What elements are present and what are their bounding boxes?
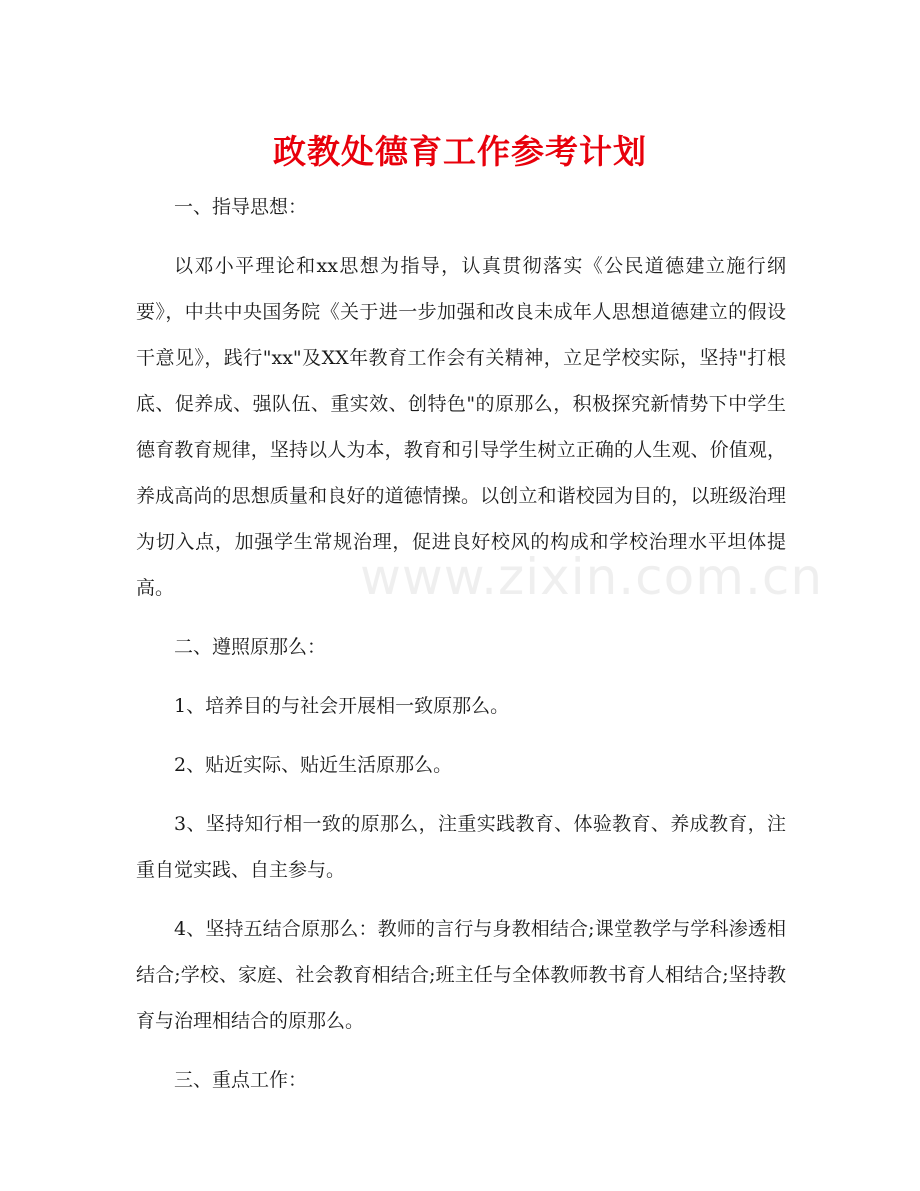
principle-item-1: 1、培养目的与社会开展相一致原那么。 bbox=[174, 695, 510, 717]
paragraph-guiding-thought: 以邓小平理论和xx思想为指导，认真贯彻落实《公民道德建立施行纲要》，中共中央国务院《关于进一步加强和改良未成年人思想道德建立的假设干意见》，践行"xx"及XX年教育工作会有关精神，立足学校实际，坚持"打根底、促养成、强队伍、重实效、创特色"的原那么，积极探究新情势下中学生德育教育规律，坚持以人为本，教育和引导学生树立正确的人生观、价值观，养成高尚的思想质量和良好的道德情操。以创立和谐校园为目的，以班级治理为切入点，加强学生常规治理，促进良好校风的构成和学校治理水平坦体提高。 bbox=[136, 255, 786, 599]
section-heading-principles: 二、遵照原那么： bbox=[174, 636, 327, 658]
section-heading-guiding-thought: 一、指导思想： bbox=[174, 196, 308, 218]
principle-item-3: 3、坚持知行相一致的原那么，注重实践教育、体验教育、养成教育，注重自觉实践、自主参与。 bbox=[136, 813, 786, 881]
principle-item-4: 4、坚持五结合原那么：教师的言行与身教相结合;课堂教学与学科渗透相结合;学校、家庭、社会教育相结合;班主任与全体教师教书育人相结合;坚持教育与治理相结合的原那么。 bbox=[136, 918, 786, 1032]
section-heading-key-work: 三、重点工作： bbox=[174, 1069, 308, 1091]
principle-item-2: 2、贴近实际、贴近生活原那么。 bbox=[174, 754, 453, 776]
document-body bbox=[136, 184, 786, 1116]
document-title: 政教处德育工作参考计划 bbox=[273, 132, 647, 171]
watermark: www.zixin.com.cn bbox=[360, 548, 824, 606]
